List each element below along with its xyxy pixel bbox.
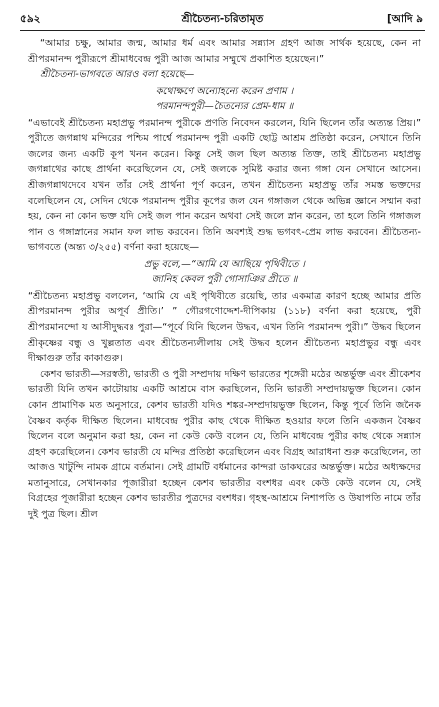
verse-2 [28,257,421,288]
verse-1-line-2: পরমানন্দপুরী—চৈতন্যের প্রেম-ধাম ॥ [155,101,294,113]
paragraph-4: “শ্রীচৈতন্য মহাপ্রভু বললেন, ‘আমি যে এই পৃথিবীতে রয়েছি, তার একমাত্র কারণ হচ্ছে আমার প্রতি শ্রীপরমানন্দ পুরীর অপূর্ব প্রীতি।’ ” গৌরগণোদ্দেশ-দীপিকায় (১১৮) বর্ণনা করা হয়েছে, পুরী শ্রীপরমানন্দো য আসীদুদ্ধবঃ পুরা—“পূর্বে যিনি ছিলেন উদ্ধব, এখন তিনি পরমানন্দ পুরী।” উদ্ধব ছিলেন শ্রীকৃষ্ণের বন্ধু ও খুল্লতাত এবং শ্রীচৈতন্যলীলায় সেই উদ্ধব হলেন শ্রীচৈতন্য মহাপ্রভুর বন্ধু এবং দীক্ষাগুরু তাঁর কাকাগুরু। [28,290,421,365]
verse-1-line-1: কথোক্ষণে অন্যোহন্যে করেন প্রণাম । [155,85,294,97]
page-body [28,36,421,523]
page-number: ৫৯২ [20,13,41,25]
verse-2-line-2: জানিহ কেবল পুরী গোসাঞির প্রীতে ॥ [151,274,298,286]
page-header [20,10,425,28]
paragraph-5: কেশব ভারতী—সরস্বতী, ভারতী ও পুরী সম্প্রদায় দক্ষিণ ভারতের শৃঙ্গেরী মঠের অন্তর্ভুক্ত এবং শ্রীকেশব ভারতী যিনি তখন কাটোয়ায় একটি আশ্রমে বাস করছিলেন, তিনি ভারতী সম্প্রদায়ভুক্ত ছিলেন। কোন কোন প্রামাণিক মত অনুসারে, কেশব ভারতী যদিও শঙ্কর-সম্প্রদায়ভুক্ত ছিলেন, কিন্তু পূর্বে তিনি জনৈক বৈষ্ণব কর্তৃক দীক্ষিত ছিলেন। মাধবেন্দ্র পুরীর কাছ থেকে দীক্ষিত হওয়ার ফলে তিনি একজন বৈষ্ণব ছিলেন বলে অনুমান করা হয়, কেন না কেউ কেউ বলেন যে, তিনি মাধবেন্দ্র পুরীর কাছ থেকে সন্ন্যাস গ্রহণ করেছিলেন। কেশব ভারতী যে মন্দির প্রতিষ্ঠা করেছিলেন এবং বিগ্রহ আরাধনা শুরু করেছিলেন, তা আজও খাটুন্দি নামক গ্রামে বর্তমান। সেই গ্রামটি বর্ধমানের কান্দরা ডাকঘরের অন্তর্ভুক্ত। মঠের অধ্যক্ষদের মতানুসারে, সেখানকার পূজারীরা হচ্ছেন কেশব ভারতীর বংশধর এবং কেউ কেউ বলেন যে, সেই বিগ্রহের পূজারীরা হচ্ছেন কেশব ভারতীর পুত্রদের বংশধর। গৃহস্থ-আশ্রমে নিশাপতি ও উষাপতি নামে তাঁর দুই পুত্র ছিল। শ্রীল [28,368,421,521]
chapter-marker: [আদি ৯ [386,13,423,25]
running-title: শ্রীচৈতন্য-চরিতামৃত [181,13,264,25]
verse-1 [28,84,421,115]
verse-2-line-1: প্রভু বলে,—“আমি যে আছিয়ে পৃথিবীতে । [143,258,306,270]
paragraph-2: শ্রীচৈতন্য-ভাগবতে আরও বলা হয়েছে— [40,69,195,81]
paragraph-3: “এভাবেই শ্রীচৈতন্য মহাপ্রভু পরমানন্দ পুরীকে প্রণতি নিবেদন করলেন, যিনি ছিলেন তাঁর অত্যন্ত প্রিয়।” পুরীতে জগন্নাথ মন্দিরের পশ্চিম পার্শ্বে পরমানন্দ পুরী একটি ছোট্ট আশ্রম প্রতিষ্ঠা করেন, সেখানে তিনি জলের জন্য একটি কূপ খনন করেন। কিন্তু সেই জল ছিল অত্যন্ত তিক্ত, তাই শ্রীচৈতন্য মহাপ্রভু জগন্নাথের কাছে প্রার্থনা করেছিলেন যে, সেই জলকে সুমিষ্ট করার জন্য গঙ্গা যেন সেখানে আসেন। শ্রীজগন্নাথদেবে যখন তাঁর সেই প্রার্থনা পূর্ণ করেন, তখন শ্রীচৈতন্য মহাপ্রভু তাঁর সমস্ত ভক্তদের বলেছিলেন যে, সেদিন থেকে পরমানন্দ পুরীর কূপের জল যেন গঙ্গাজল থেকে অভিন্ন জ্ঞানে সম্মান করা হয়, কেন না কোন ভক্ত যদি সেই জল পান করেন অথবা সেই জলে স্নান করেন, তা হলে তিনি গঙ্গাজল পান ও গঙ্গাস্নানের সমান ফল লাভ করবেন। তিনি অবশ্যই শুদ্ধ ভগবৎ-প্রেম লাভ করবেন। শ্রীচৈতন্য-ভাগবতে (অন্ত্য ৩/২৫৫) বর্ণনা করা হয়েছে— [28,117,421,254]
header-rule [20,30,425,31]
paragraph-1: “আমার চক্ষু, আমার জন্ম, আমার ধর্ম এবং আমার সন্ন্যাস গ্রহণ আজ সার্থক হয়েছে, কেন না শ্রীপরমানন্দ পুরীরূপে শ্রীমাধবেন্দ্র পুরী আজ আমার সম্মুখে প্রকাশিত হয়েছেন।” [28,38,421,65]
